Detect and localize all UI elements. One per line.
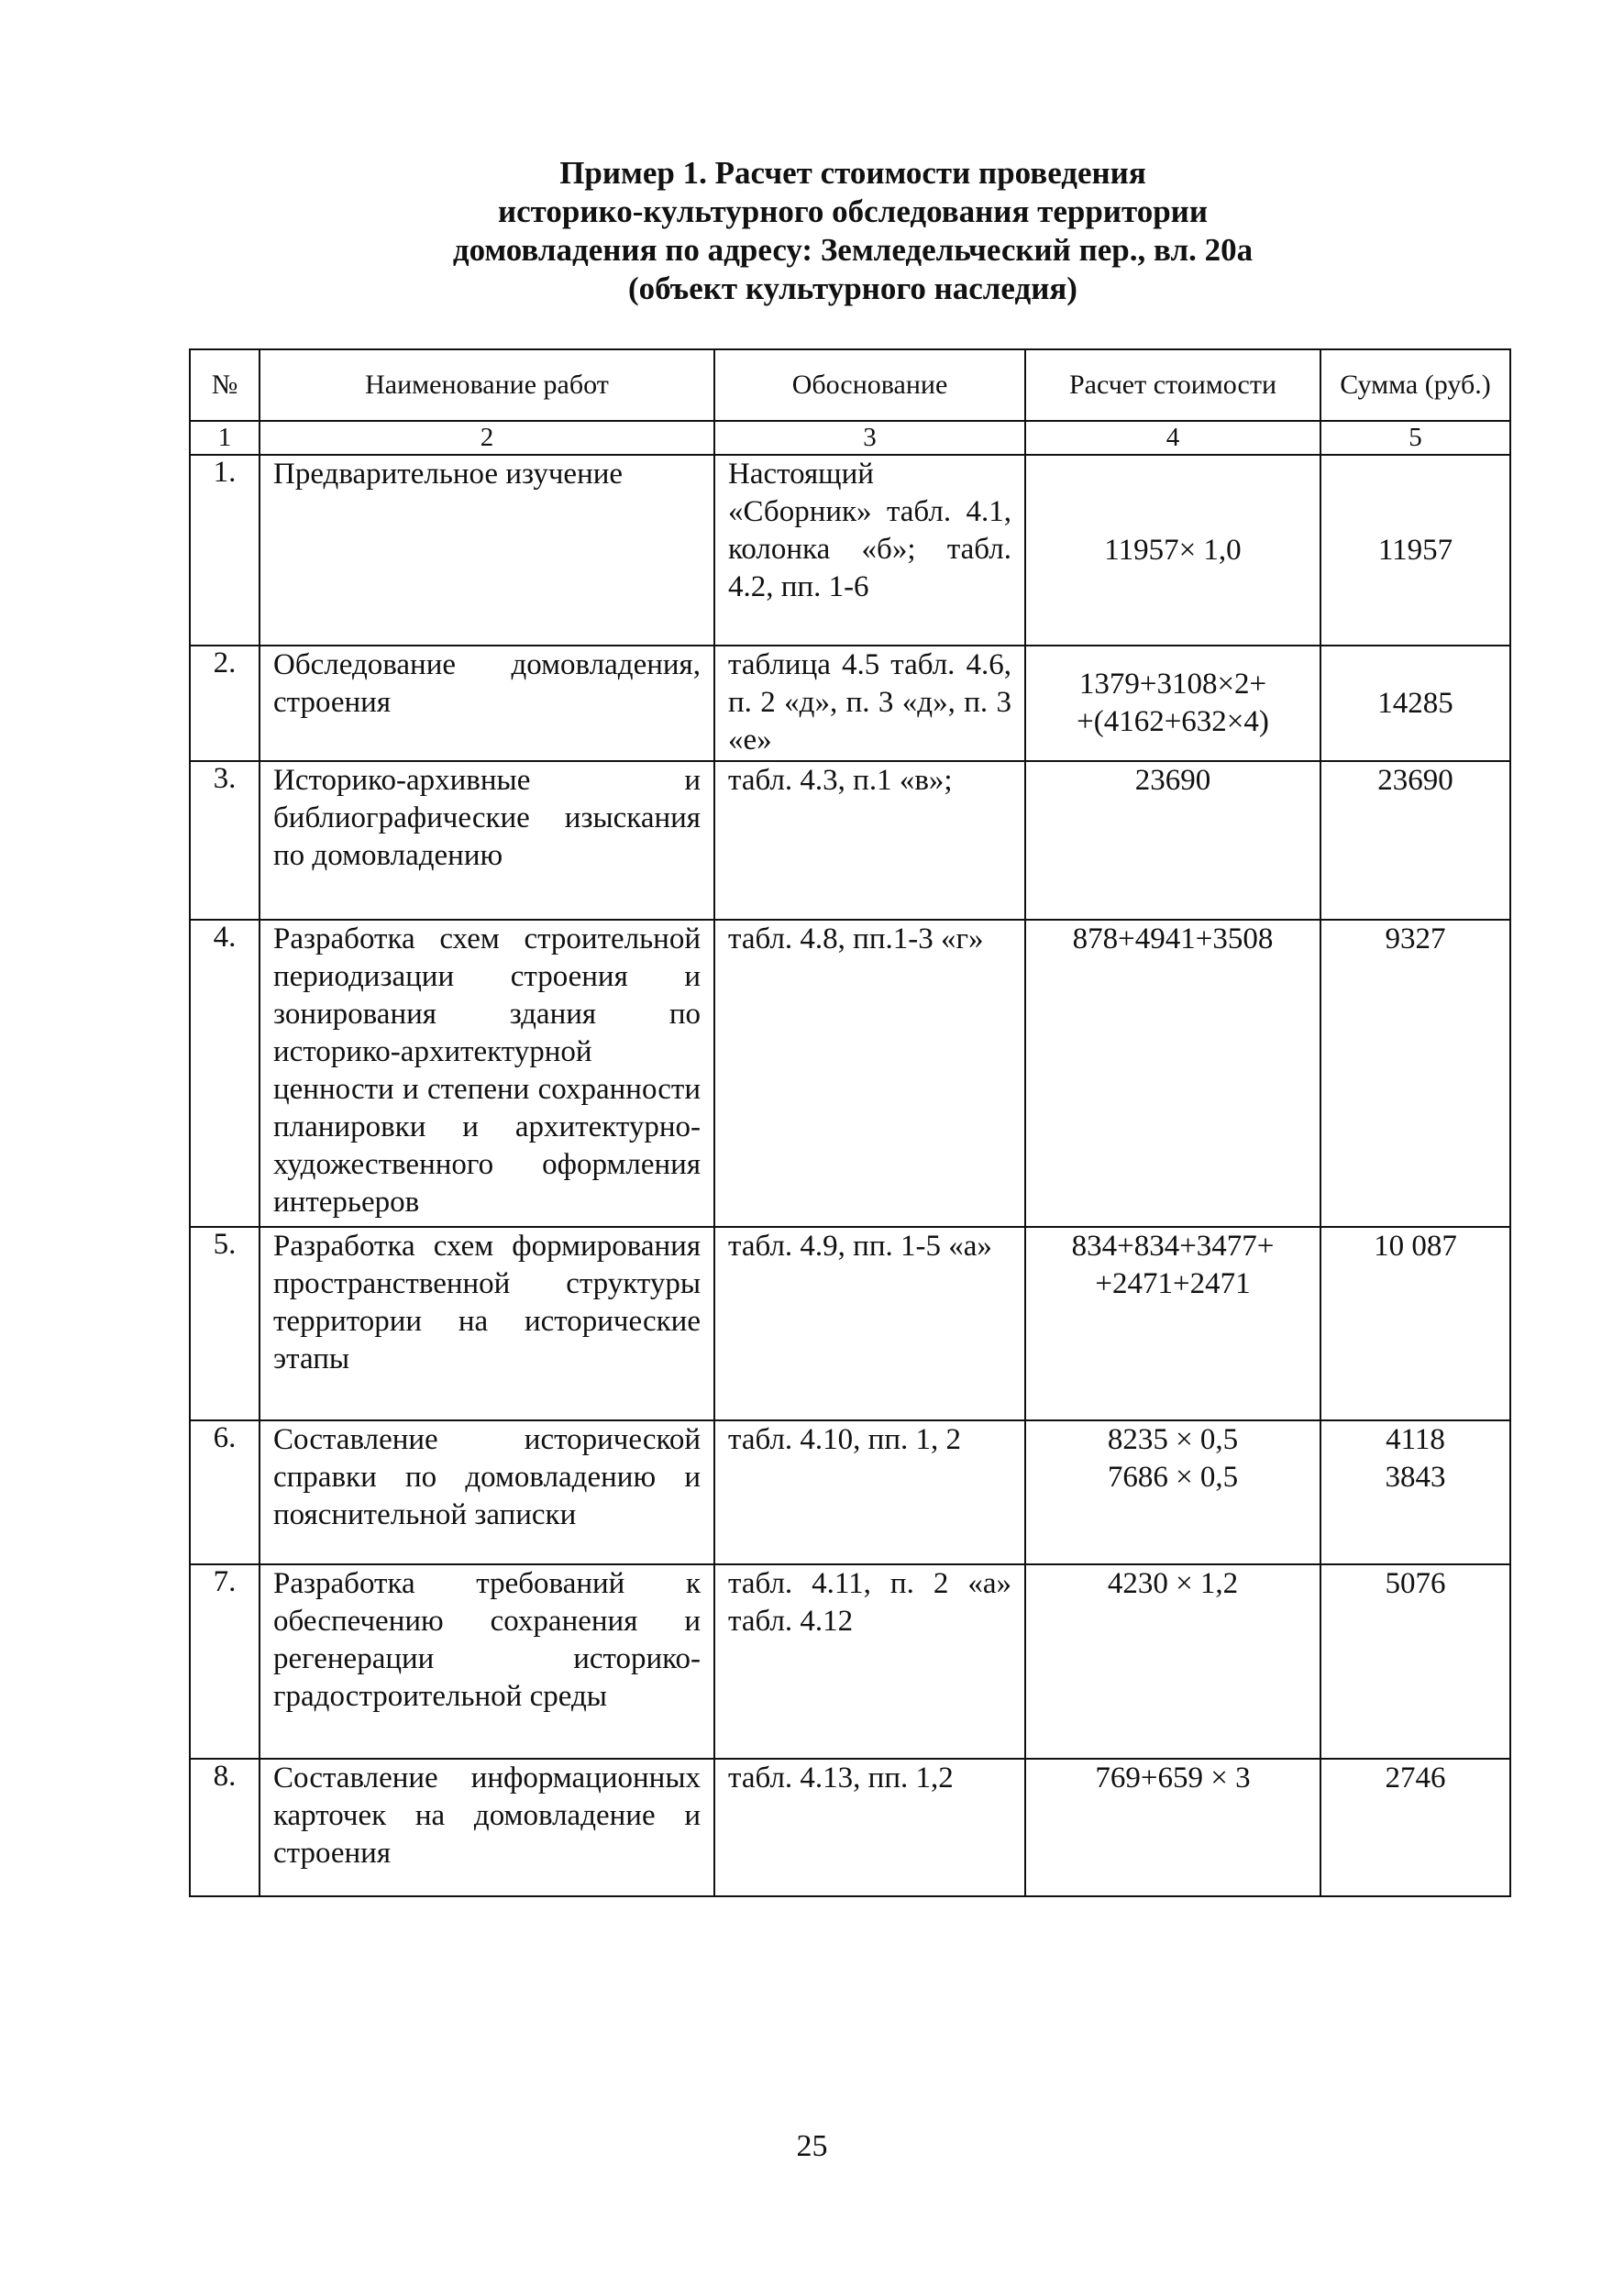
work-name: Разработка схем формирования пространственной структуры территории на исторические этапы: [260, 1227, 714, 1420]
sum-cell: [1320, 1420, 1510, 1564]
table-row: [190, 455, 1510, 646]
row-number: 3.: [190, 761, 260, 920]
table-header-row: [190, 349, 1510, 421]
work-name: Составление информационных карточек на домовладение и строения: [260, 1759, 714, 1896]
title-line: домовладения по адресу: Земледельческий пер., вл. 20а: [452, 232, 1254, 268]
work-name: Разработка требований к обеспечению сохранения и регенерации историко-градостроительной среды: [260, 1564, 714, 1759]
row-number: 5.: [190, 1227, 260, 1420]
title-line: историко-культурного обследования территории: [497, 193, 1209, 229]
sum-cell: 2746: [1320, 1759, 1510, 1896]
table-row: [190, 1564, 1510, 1759]
work-name: Составление исторической справки по домовладению и пояснительной записки: [260, 1420, 714, 1564]
title-line: Пример 1. Расчет стоимости проведения: [559, 155, 1146, 191]
calc-line: 834+834+3477+: [1071, 1230, 1275, 1263]
table-row: [190, 1759, 1510, 1896]
calc-cell: 878+4941+3508: [1025, 920, 1320, 1227]
table-row: [190, 1420, 1510, 1564]
basis-cell: табл. 4.13, пп. 1,2: [714, 1759, 1025, 1896]
row-number: 6.: [190, 1420, 260, 1564]
column-number: 1: [190, 421, 260, 455]
calc-line: 1379+3108×2+: [1078, 668, 1267, 701]
sum-cell: 14285: [1320, 646, 1510, 761]
basis-cell: Настоящий «Сборник» табл. 4.1, колонка «б»; табл. 4.2, пп. 1-6: [714, 455, 1025, 646]
calc-line: 8235 × 0,5: [1107, 1423, 1239, 1456]
column-number: 2: [260, 421, 714, 455]
calc-cell: 11957× 1,0: [1025, 455, 1320, 646]
header-name: Наименование работ: [260, 349, 714, 421]
calc-line: 7686 × 0,5: [1107, 1461, 1239, 1494]
title-line: (объект культурного наследия): [628, 271, 1077, 306]
basis-cell: табл. 4.11, п. 2 «а» табл. 4.12: [714, 1564, 1025, 1759]
table-row: [190, 646, 1510, 761]
row-number: 2.: [190, 646, 260, 761]
basis-cell: табл. 4.9, пп. 1-5 «а»: [714, 1227, 1025, 1420]
header-sum: Сумма (руб.): [1320, 349, 1510, 421]
calc-cell: [1025, 1420, 1320, 1564]
calc-cell: [1025, 646, 1320, 761]
calc-cell: [1025, 1227, 1320, 1420]
column-number-row: [190, 421, 1510, 455]
calc-cell: 23690: [1025, 761, 1320, 920]
column-number: 5: [1320, 421, 1510, 455]
work-name: Разработка схем строительной периодизации строения и зонирования здания по историко-архитектурной ценности и степени сохранности планировки и архитектурно-художественного оформления интерьеров: [260, 920, 714, 1227]
header-calc: Расчет стоимости: [1025, 349, 1320, 421]
work-name: Обследование домовладения, строения: [260, 646, 714, 761]
calc-line: +(4162+632×4): [1077, 705, 1269, 738]
header-no: №: [190, 349, 260, 421]
document-title: [275, 154, 1431, 308]
sum-cell: 11957: [1320, 455, 1510, 646]
work-name: Предварительное изучение: [260, 455, 714, 646]
basis-cell: табл. 4.10, пп. 1, 2: [714, 1420, 1025, 1564]
calc-cell: 769+659 × 3: [1025, 1759, 1320, 1896]
table-row: [190, 1227, 1510, 1420]
column-number: 3: [714, 421, 1025, 455]
row-number: 7.: [190, 1564, 260, 1759]
basis-cell: таблица 4.5 табл. 4.6, п. 2 «д», п. 3 «д», п. 3 «е»: [714, 646, 1025, 761]
basis-cell: табл. 4.8, пп.1-3 «г»: [714, 920, 1025, 1227]
row-number: 4.: [190, 920, 260, 1227]
basis-cell: табл. 4.3, п.1 «в»;: [714, 761, 1025, 920]
page-number: 25: [796, 2129, 828, 2163]
sum-cell: 9327: [1320, 920, 1510, 1227]
calc-cell: 4230 × 1,2: [1025, 1564, 1320, 1759]
sum-line: 3843: [1385, 1461, 1446, 1494]
cost-table: [189, 348, 1511, 1897]
column-number: 4: [1025, 421, 1320, 455]
table-row: [190, 761, 1510, 920]
sum-cell: 5076: [1320, 1564, 1510, 1759]
sum-cell: 23690: [1320, 761, 1510, 920]
sum-line: 4118: [1386, 1423, 1445, 1456]
calc-line: +2471+2471: [1095, 1267, 1251, 1300]
header-basis: Обоснование: [714, 349, 1025, 421]
table-row: [190, 920, 1510, 1227]
work-name: Историко-архивные и библиографические изыскания по домовладению: [260, 761, 714, 920]
row-number: 1.: [190, 455, 260, 646]
row-number: 8.: [190, 1759, 260, 1896]
sum-cell: 10 087: [1320, 1227, 1510, 1420]
